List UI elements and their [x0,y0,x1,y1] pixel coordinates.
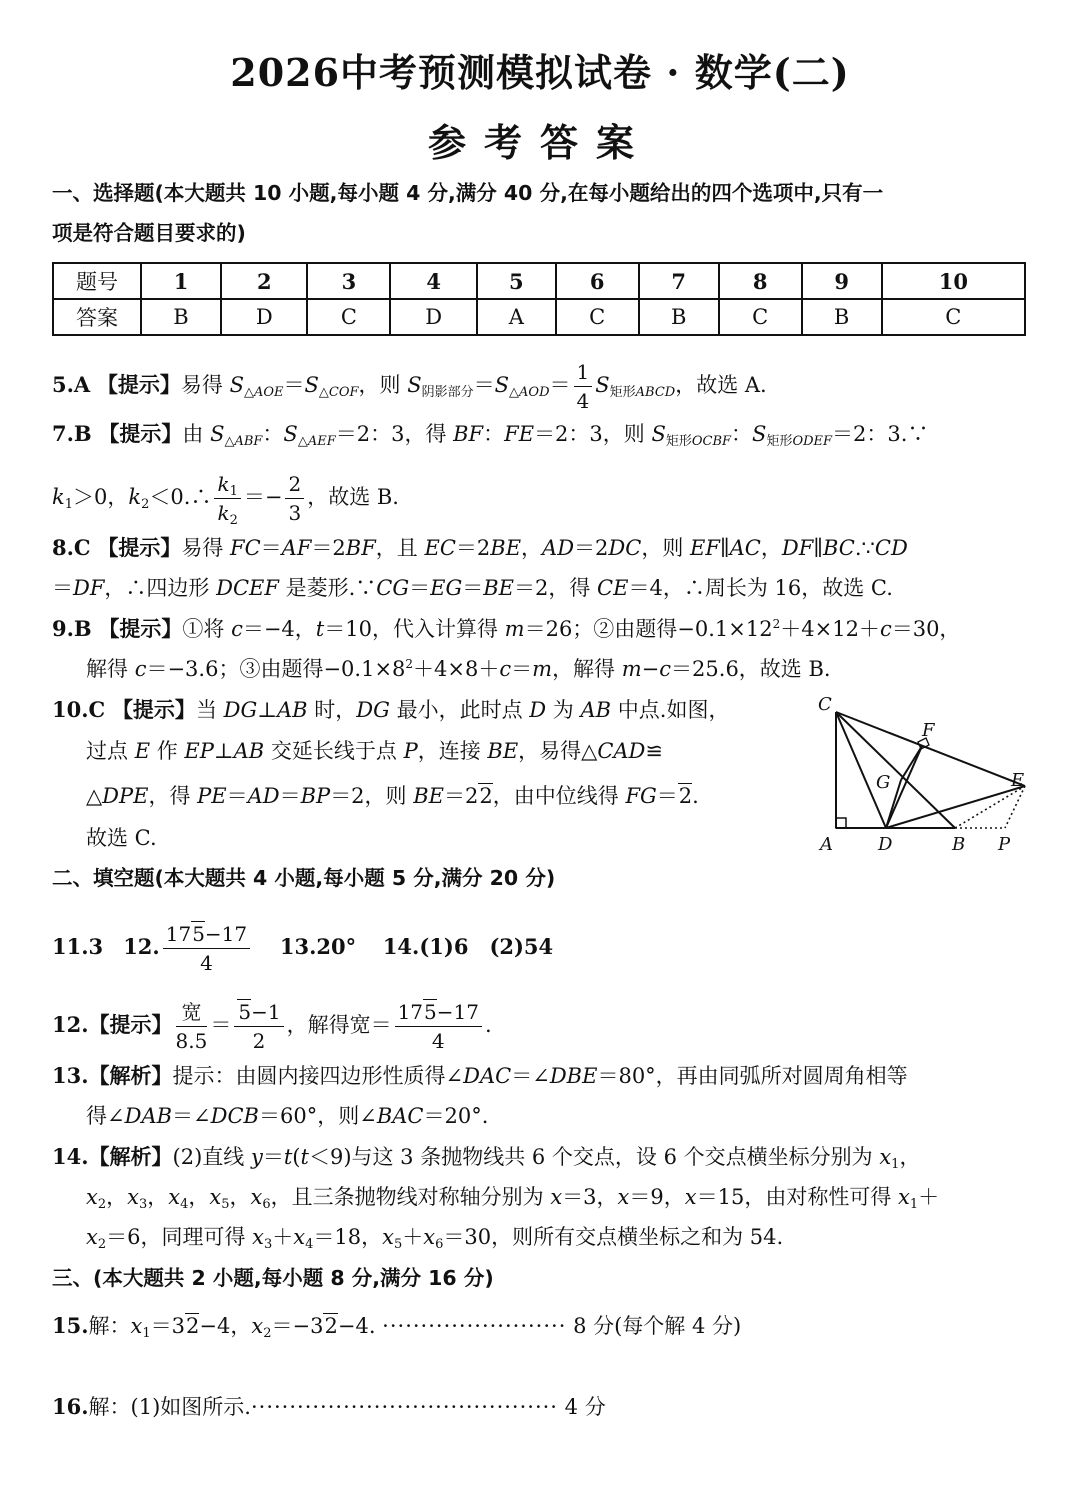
section3-heading: 三、(本大题共 2 小题,每小题 8 分,满分 16 分) [52,1266,494,1290]
q10-explanation-line2: 过点 E 作 EP⊥AB 交延长线于点 P，连接 BE，易得△CAD≌ [86,739,664,763]
point-label-d: D [878,834,893,854]
q14-explanation-line2: $x_2$，$x_3$，$x_4$，$x_5$，$x_6$，且三条抛物线对称轴分别为 x＝3，x＝9，x＝15，由对称性可得 $x_1+$ [86,1185,940,1212]
question-number: 8 [719,263,802,299]
point-label-e: E [1011,770,1025,791]
section1-heading [52,173,1032,253]
question-number: 2 [221,263,307,299]
q13-explanation: 13.【解析】提示：由圆内接四边形性质得∠DAC＝∠DBE＝80°，再由同弧所对圆周角相等 [52,1063,908,1088]
question-number: 4 [390,263,476,299]
q8-number: 8.C [52,535,91,560]
q16-solution: 16.解：(1)如图所示.········································ 4 分 [52,1394,606,1419]
segment-df [886,746,922,828]
q9-explanation: 9.B 【提示】①将 c＝−4，t＝10，代入计算得 m＝26；②由题得$-0.1\times 12^2+4\times 12+c=30$， [52,616,961,641]
q14-explanation: 14.【解析】(2)直线 y＝t(t＜9)与这 3 条抛物线共 6 个交点，设 6 个交点横坐标分别为 $x_1$， [52,1144,921,1172]
answer-11: 11.3 [52,934,104,959]
hint-tag: 【提示】 [98,422,183,446]
q10-explanation-line4: 故选 C. [86,826,157,850]
answer-12-label: 12. [123,934,160,959]
question-number: 7 [639,263,719,299]
answer-cell: D [390,299,476,335]
point-label-c: C [818,694,832,715]
question-number: 3 [307,263,390,299]
answer-cell: B [639,299,719,335]
point-label-f: F [922,720,935,741]
right-angle-mark-a [836,818,846,828]
segment-be-dashed [955,786,1025,828]
point-label-a: A [820,834,833,854]
q8-explanation-line2: ＝DF，∴四边形 DCEF 是菱形.∵CG＝EG＝BE＝2，得 CE＝4，∴周长为 16，故选 C. [52,576,893,600]
q9-explanation-line2: 解得 c＝−3.6；③由题得$-0.1\times 8^2+4\times 8+c=m$，解得 m−c＝25.6，故选 B. [86,657,831,681]
analysis-tag: 【解析】 [88,1145,173,1169]
row-label-number: 题号 [53,263,141,299]
q10-explanation-line3: △DPE，得 PE＝AD＝BP＝2，则 BE＝22，由中位线得 FG＝2. [86,784,699,808]
question-number: 1 [141,263,221,299]
answer-cell: C [307,299,390,335]
segment-ep-dashed [1005,786,1025,828]
hint-tag: 【提示】 [111,698,196,722]
q7-number: 7.B [52,421,92,446]
hint-tag: 【提示】 [98,617,183,641]
q15-score: 8 分(每个解 4 分) [573,1314,742,1338]
q13-explanation-line2: 得∠DAB＝∠DCB＝60°，则∠BAC＝20°. [86,1104,489,1128]
question-number: 6 [556,263,639,299]
page-title: 2026中考预测模拟试卷 · 数学(二) [230,50,850,95]
answer-cell: D [221,299,307,335]
q14-explanation-line3: $x_2=6$，同理可得 $x_3+x_4=18$，$x_5+x_6=30$，则所有交点横坐标之和为 54. [86,1225,784,1252]
point-label-b: B [952,834,966,854]
question-number: 5 [477,263,556,299]
q10-explanation: 10.C 【提示】当 DG⊥AB 时，DG 最小，此时点 D 为 AB 中点.如图， [52,697,730,722]
answer-14: 14.(1)6 (2)54 [382,934,554,959]
q12-number: 12. [52,1012,89,1037]
answer-cell: B [802,299,882,335]
q16-score: 4 分 [564,1395,606,1419]
point-label-p: P [998,834,1011,854]
answer-cell: C [556,299,639,335]
answer-table [52,262,1026,336]
answer-table-number-row [53,263,1025,299]
point-label-g: G [876,772,891,793]
q15-solution: 15.解：$x_1=32-4$，$x_2=-32-4$. ························ 8 分(每个解 4 分) [52,1313,742,1341]
q14-number: 14. [52,1144,89,1169]
answer-cell: C [882,299,1025,335]
question-number: 9 [802,263,882,299]
fill-in-answers: 11.3 12. $\frac{175-17}{4}$ 13.20° 14.(1)6 (2)54 [52,922,554,975]
answer-13: 13.20° [279,934,357,959]
q8-explanation: 8.C 【提示】易得 FC＝AF＝2BF，且 EC＝2BE，AD＝2DC，则 EF∥AC，DF∥BC.∵CD [52,535,908,560]
section1-heading-line1: 一、选择题(本大题共 10 小题,每小题 4 分,满分 40 分,在每小题给出的四个选项中,只有一 [52,181,884,205]
page-subtitle: 参考答案 [427,120,652,165]
hint-tag: 【提示】 [88,1013,173,1037]
segment-gf [901,746,922,780]
q9-number: 9.B [52,616,92,641]
q15-number: 15. [52,1313,89,1338]
analysis-tag: 【解析】 [88,1064,173,1088]
q5-number: 5.A [52,372,91,397]
q13-number: 13. [52,1063,89,1088]
question-number: 10 [882,263,1025,299]
q16-text: (1)如图所示. [130,1395,251,1419]
q5-explanation: 5.A 【提示】易得 $S_{\triangle AOE}=S_{\triangle COF}$，则 $S_{阴影部分}=S_{\triangle AOD}=$ $\frac{1}{4}$ $S_{矩形ABCD}$，故选 A. [52,360,767,413]
hint-tag: 【提示】 [97,536,182,560]
q7-explanation: 7.B 【提示】由 $S_{\triangle ABF}$：$S_{\triangle AEF}=2$：3，得 BF：FE＝2：3，则 $S_{矩形OCBF}$：$S_{矩形ODEF}=2$：3.∵ [52,421,929,449]
q16-number: 16. [52,1394,89,1419]
answer-cell: C [719,299,802,335]
q10-geometry-figure [818,694,1030,854]
hint-tag: 【提示】 [96,373,181,397]
solution-tag: 解 [88,1314,110,1338]
answer-cell: A [477,299,556,335]
section2-heading: 二、填空题(本大题共 4 小题,每小题 5 分,满分 20 分) [52,866,556,890]
row-label-answer: 答案 [53,299,141,335]
section1-heading-line2: 项是符合题目要求的) [52,221,246,245]
q12-explanation: 12.【提示】 $\frac{\text{宽}}{8.5}$ ＝ $\frac{5-1}{2}$ ，解得宽＝ $\frac{175-17}{4}$ . [52,1000,492,1053]
segment-cb [836,712,955,828]
q10-number: 10.C [52,697,106,722]
answer-table-answer-row [53,299,1025,335]
answer-cell: B [141,299,221,335]
solution-tag: 解 [88,1395,110,1419]
q7-explanation-line2: $k_1>0$，$k_2<0.\therefore$ $\frac{k_1}{k_2}$ ＝− $\frac{2}{3}$ ，故选 B. [52,472,399,528]
segment-de [886,786,1025,828]
